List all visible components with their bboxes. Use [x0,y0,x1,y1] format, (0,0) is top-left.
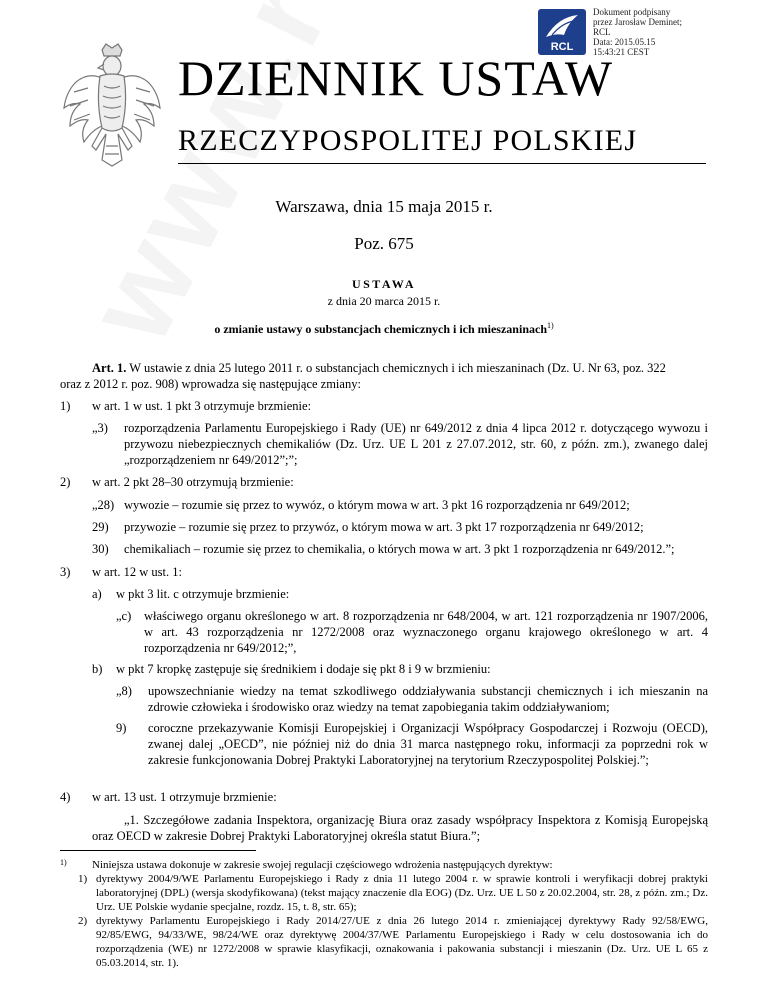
signature-line: 15:43:21 CEST [593,47,650,57]
footnote-mark [60,856,67,874]
signature-line: Dokument podpisany [593,7,671,17]
quoted-letter-text: właściwego organu określonego w art. 8 rozporządzenia nr 648/2004, w art. 121 rozporządzenia nr 1907/2006, w art. 43 rozporządzenia nr 1272/2008 oraz wyznaczonego organu krajowego określonego w art. 4 rozporządzenia nr 649/2012;”, [144,609,708,655]
signature-line: przez Jarosław Deminet; [593,17,682,27]
footnote-item-text: dyrektywy Parlamentu Europejskiego i Rady 2014/27/UE z dnia 26 lutego 2014 r. zmieniającej dyrektywy Rady 92/58/EWG, 92/85/EWG, 94/33/WE, 98/24/WE oraz dyrektywę 2004/37/WE Parlamentu Europejskiego i Rady w celu dostosowania ich do rozporządzenia (WE) nr 1272/2008 w sprawie klasyfikacji, oznakowania i pakowania substancji i mieszanin (Dz. Urz. UE L 65 z 05.03.2014, str. 1). [96,915,708,969]
rcl-logo-icon [538,9,586,55]
rcl-logo-text: RCL [550,41,574,53]
quoted-point-text: coroczne przekazywanie Komisji Europejskiej i Organizacji Współpracy Gospodarczej i Rozwoju (OECD), zwanej dalej „OECD”, nie później niż do dnia 31 marca następnego roku, informacji za poprzedni rok w zakresie funkcjonowania Dobrej Praktyki Laboratoryjnej na terytorium Rzeczypospolitej Polskiej.”; [148,721,708,767]
footnote-divider [60,850,256,851]
quoted-point-number: 30) [92,542,109,556]
quoted-point-number: „8) [116,684,132,698]
journal-title: DZIENNIK USTAW [178,50,614,106]
position-number: Poz. 675 [354,234,414,253]
signature-line: RCL [593,27,611,37]
point-text: w art. 1 w ust. 1 pkt 3 otrzymuje brzmienie: [92,399,312,413]
letter-text: w pkt 3 lit. c otrzymuje brzmienie: [116,587,290,601]
footnote-item-number: 2) [78,915,88,927]
quoted-point-text: chemikaliach – rozumie się przez to chemikalia, o których mowa w art. 3 pkt 1 rozporządzenia nr 649/2012.”; [124,542,675,556]
quoted-point-text: wywozie – rozumie się przez to wywóz, o którym mowa w art. 3 pkt 16 rozporządzenia nr 649/2012; [124,498,630,512]
quoted-point-number: 29) [92,520,109,534]
place-date: Warszawa, dnia 15 maja 2015 r. [275,197,493,216]
point-number: 3) [60,565,71,579]
point-number: 4) [60,790,71,804]
quoted-point-number: „3) [92,421,108,435]
letter-text: w pkt 7 kropkę zastępuje się średnikiem i dodaje się pkt 8 i 9 w brzmieniu: [116,662,491,676]
point-text: w art. 2 pkt 28–30 otrzymują brzmienie: [92,475,294,489]
point-number: 2) [60,475,71,489]
act-subject [60,321,708,337]
act-subject-text: o zmianie ustawy o substancjach chemicznych i ich mieszaninach [214,322,547,336]
footnote-ref: 1) [547,321,554,330]
signature-line: Data: 2015.05.15 [593,37,656,47]
letter-number: b) [92,662,103,676]
quoted-point-text: rozporządzenia Parlamentu Europejskiego i Rady (UE) nr 649/2012 z dnia 4 lipca 2012 r. dotyczącego wywozu i przywozu niebezpiecznych chemikaliów (Dz. Urz. UE L 201 z 27.07.2012, str. 60, z późn. zm.), zwanego dalej „rozporządzeniem nr 649/2012”;”; [124,421,708,467]
quoted-point-number: 9) [116,721,127,735]
quoted-point-text: upowszechnianie wiedzy na temat szkodliwego oddziaływania substancji chemicznych i ich mieszanin na zdrowie człowieka i środowisko oraz wiedzy na temat zapobiegania takim oddziaływaniom; [148,684,708,714]
point-text: w art. 12 w ust. 1: [92,565,182,579]
footnote-mark-text: 1) [60,858,67,867]
act-type: USTAWA [351,277,417,291]
point-text: w art. 13 ust. 1 otrzymuje brzmienie: [92,790,277,804]
article-1-line2: oraz z 2012 r. poz. 908) wprowadza się następujące zmiany: [60,377,361,391]
article-1-label: Art. 1. [92,361,127,375]
header-divider [178,163,706,164]
point-number: 1) [60,399,71,413]
journal-subtitle: RZECZYPOSPOLITEJ POLSKIEJ [178,124,638,157]
footnote-item-number: 1) [78,873,88,885]
quoted-paragraph: „1. Szczegółowe zadania Inspektora, organizację Biura oraz zasady współpracy Inspektora z Komisją Europejską oraz OECD w zakresie Dobrej Praktyki Laboratoryjnej określa statut Biura.”; [92,813,708,843]
polish-eagle-emblem [58,42,166,170]
footnote-item-text: dyrektywy 2004/9/WE Parlamentu Europejskiego i Rady z dnia 11 lutego 2004 r. w sprawie kontroli i weryfikacji dobrej praktyki laboratoryjnej (DPL) (wersja skodyfikowana) (tekst mający znaczenie dla EOG) (Dz. Urz. UE L 50 z 20.02.2004, str. 28, z późn. zm.; Dz. Urz. UE Polskie wydanie specjalne, rozdz. 15, t. 8, str. 65); [96,873,708,913]
quoted-point-text: przywozie – rozumie się przez to przywóz, o którym mowa w art. 3 pkt 17 rozporządzenia nr 649/2012; [124,520,644,534]
quoted-letter-number: „c) [116,609,132,623]
letter-number: a) [92,587,102,601]
article-1-line1 [92,360,666,376]
footnote-intro: Niniejsza ustawa dokonuje w zakresie swojej regulacji częściowego wdrożenia następujących dyrektyw: [92,859,553,871]
quoted-point-number: „28) [92,498,115,512]
act-date: z dnia 20 marca 2015 r. [327,294,441,308]
article-1-intro: W ustawie z dnia 25 lutego 2011 r. o substancjach chemicznych i ich mieszaninach (Dz. U. Nr 63, poz. 322 [129,361,666,375]
